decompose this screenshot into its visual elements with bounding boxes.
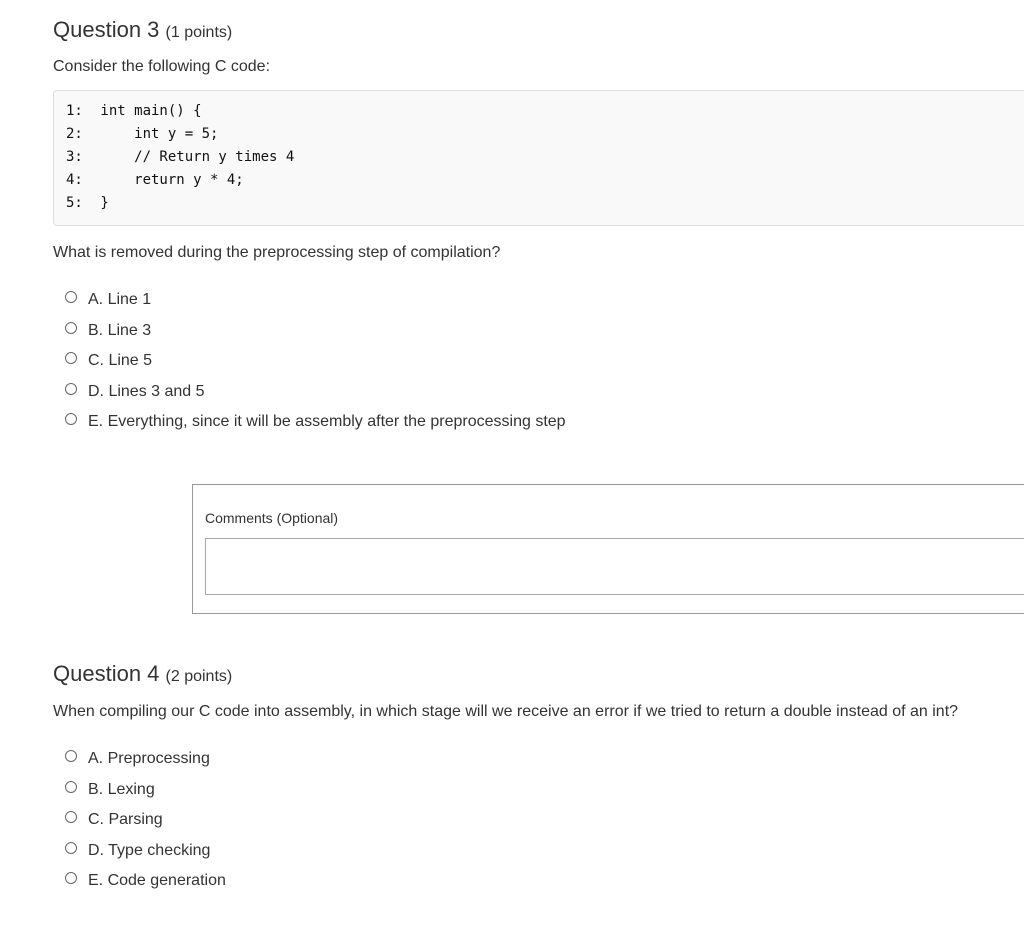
question-3-options [65,285,566,438]
question-3-option-b[interactable] [65,316,566,347]
question-3-header [53,16,232,47]
option-label: C. Line 5 [88,352,153,370]
question-3-option-d[interactable] [65,377,566,408]
radio-button[interactable] [65,291,77,303]
code-line-text: return y * 4; [92,172,244,188]
option-label: E. Code generation [88,872,226,890]
code-line-text: // Return y times 4 [92,149,295,165]
code-line-text: } [92,195,109,211]
option-label: C. Parsing [88,811,163,829]
code-line [66,192,1024,215]
code-line-number: 3: [66,149,83,165]
code-line-number: 5: [66,195,83,211]
code-line [66,169,1024,192]
radio-button[interactable] [65,811,77,823]
question-3-intro: Consider the following C code: [53,58,271,75]
code-line-number: 2: [66,126,83,142]
option-label: E. Everything, since it will be assembly after the preprocessing step [88,413,566,431]
question-3-option-e[interactable] [65,407,566,438]
question-3-option-a[interactable] [65,285,566,316]
question-4-option-c[interactable] [65,805,226,836]
comments-panel [192,484,1024,614]
radio-button[interactable] [65,750,77,762]
question-3-points: (1 points) [165,24,233,41]
question-4-option-e[interactable] [65,866,226,897]
question-3-option-c[interactable] [65,346,566,377]
code-line [66,123,1024,146]
radio-button[interactable] [65,322,77,334]
code-line [66,100,1024,123]
question-4-header [53,660,232,691]
option-label: A. Line 1 [88,291,152,309]
radio-button[interactable] [65,413,77,425]
comments-label: Comments (Optional) [205,510,339,526]
option-label: B. Lexing [88,780,155,798]
question-4-option-d[interactable] [65,836,226,867]
question-4-options [65,744,226,897]
code-line [66,146,1024,169]
question-4-title: Question 4 [53,661,160,686]
radio-button[interactable] [65,781,77,793]
question-4-points: (2 points) [165,668,233,685]
code-line-number: 4: [66,172,83,188]
radio-button[interactable] [65,842,77,854]
option-label: A. Preprocessing [88,750,210,768]
radio-button[interactable] [65,383,77,395]
question-4-option-b[interactable] [65,775,226,806]
comments-input[interactable] [205,538,1024,595]
code-line-number: 1: [66,103,83,119]
code-line-text: int main() { [92,103,202,119]
question-3-title: Question 3 [53,17,160,42]
option-label: B. Line 3 [88,321,152,339]
question-4-option-a[interactable] [65,744,226,775]
option-label: D. Type checking [88,841,211,859]
radio-button[interactable] [65,872,77,884]
option-label: D. Lines 3 and 5 [88,382,205,400]
question-4-prompt: When compiling our C code into assembly, in which stage will we receive an error if we tried to return a double instead of an int? [53,703,959,720]
radio-button[interactable] [65,352,77,364]
code-line-text: int y = 5; [92,126,219,142]
code-block [53,90,1024,226]
question-3-prompt: What is removed during the preprocessing step of compilation? [53,244,501,261]
